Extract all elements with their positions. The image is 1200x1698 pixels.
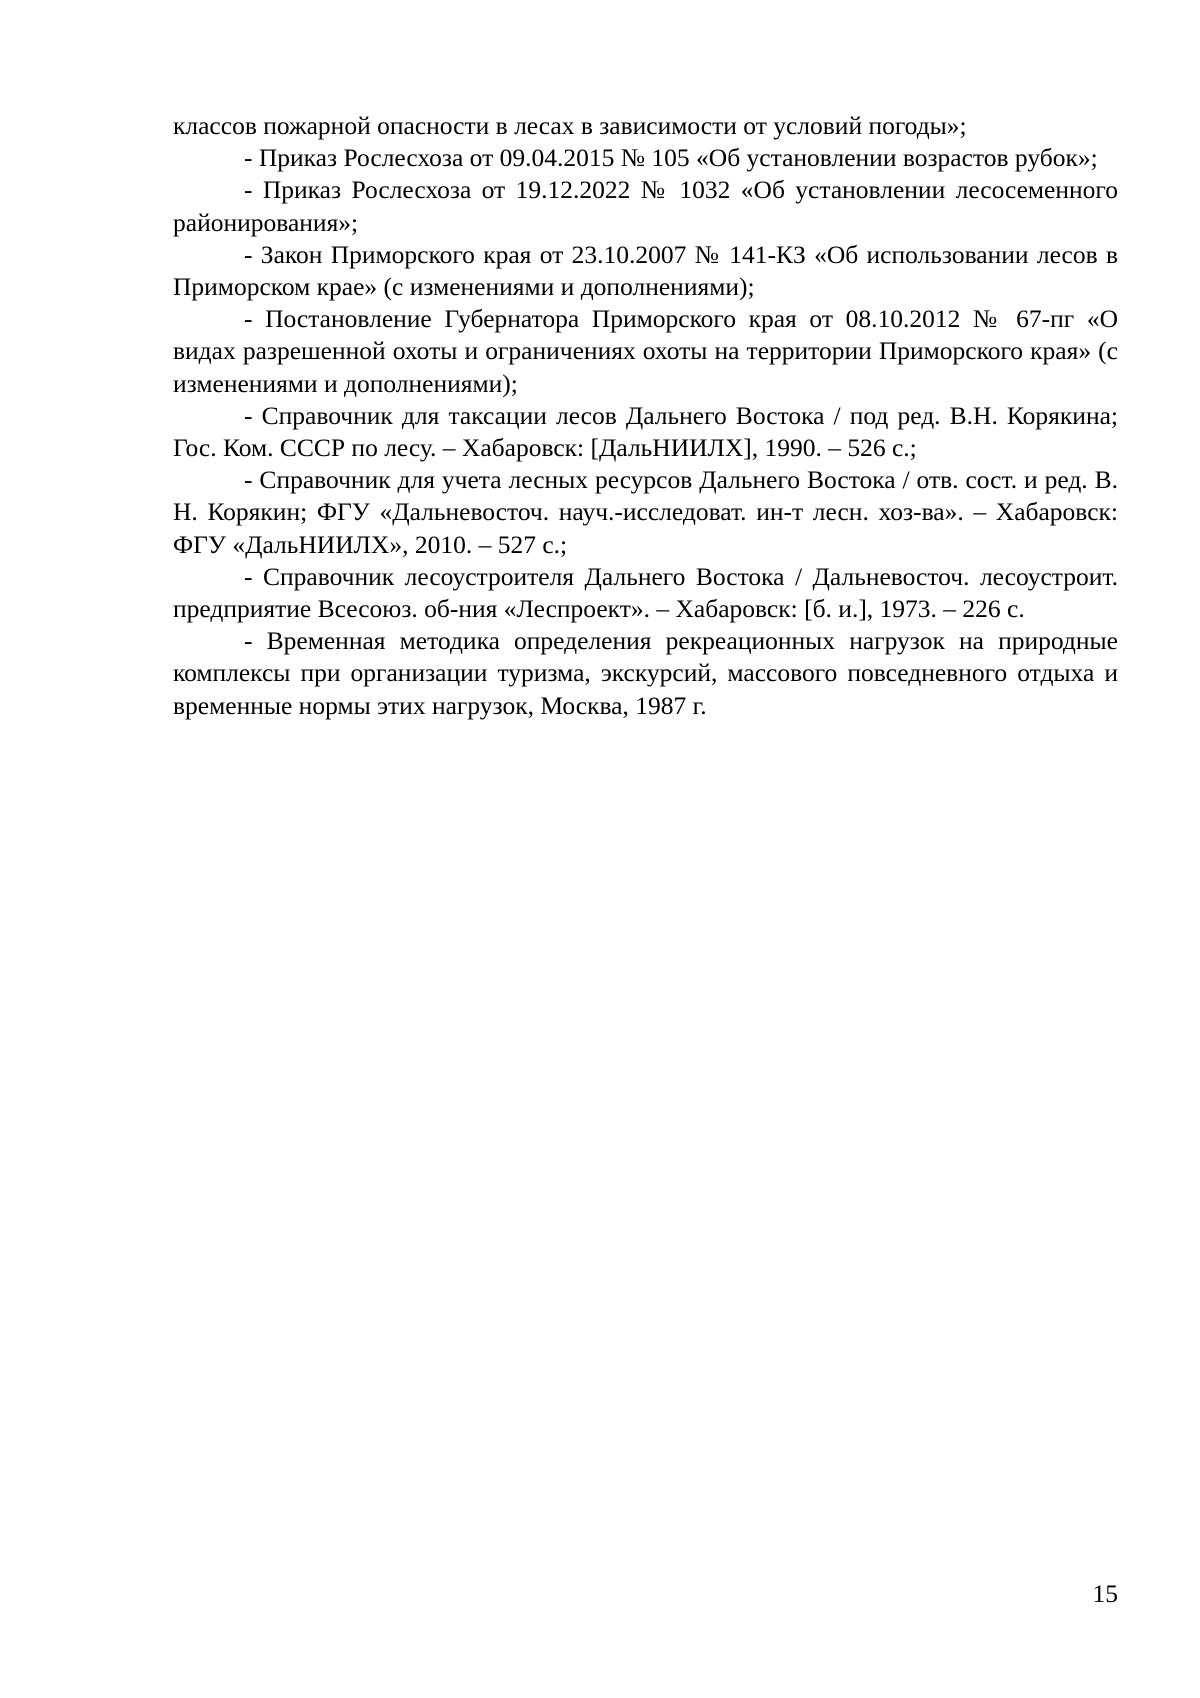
list-item-governor-resolution-67: - Постановление Губернатора Приморского края от 08.10.2012 № 67-пг «О видах разрешенной охоты и ограничениях охоты на территории Приморского края» (с изменениями и дополнениями); <box>173 304 1118 398</box>
document-body <box>173 110 1118 722</box>
list-item-recreational-load-method: - Временная методика определения рекреационных нагрузок на природные комплексы при организации туризма, экскурсий, массового повседневного отдыха и временные нормы этих нагрузок, Москва, 1987 г. <box>173 626 1118 720</box>
list-item-taxation-handbook: - Справочник для таксации лесов Дальнего Востока / под ред. В.Н. Корякина; Гос. Ком. СССР по лесу. – Хабаровск: [ДальНИИЛХ], 1990. – 526 с.; <box>173 400 1118 463</box>
list-item-forest-surveyor-handbook: - Справочник лесоустроителя Дальнего Востока / Дальневосточ. лесоустроит. предприятие Всесоюз. об-ния «Леспроект». – Хабаровск: [б. и.], 1973. – 226 с. <box>173 561 1118 624</box>
list-item-rosleshoz-order-105: - Приказ Рослесхоза от 09.04.2015 № 105 «Об установлении возрастов рубок»; <box>244 143 1098 173</box>
paragraph-continuation: классов пожарной опасности в лесах в зависимости от условий погоды»; <box>173 111 967 140</box>
page-number: 15 <box>1092 1579 1118 1608</box>
list-item-forest-resources-handbook: - Справочник для учета лесных ресурсов Дальнего Востока / отв. сост. и ред. В. Н. Корякин; ФГУ «Дальневосточ. науч.-исследоват. ин-т лесн. хоз-ва». – Хабаровск: ФГУ «ДальНИИЛХ», 2010. – 527 с.; <box>173 465 1118 559</box>
list-item-primorsky-law-141: - Закон Приморского края от 23.10.2007 № 141-КЗ «Об использовании лесов в Приморском крае» (с изменениями и дополнениями); <box>173 239 1118 302</box>
list-item-rosleshoz-order-1032: - Приказ Рослесхоза от 19.12.2022 № 1032 «Об установлении лесосеменного районирования»; <box>173 175 1118 237</box>
